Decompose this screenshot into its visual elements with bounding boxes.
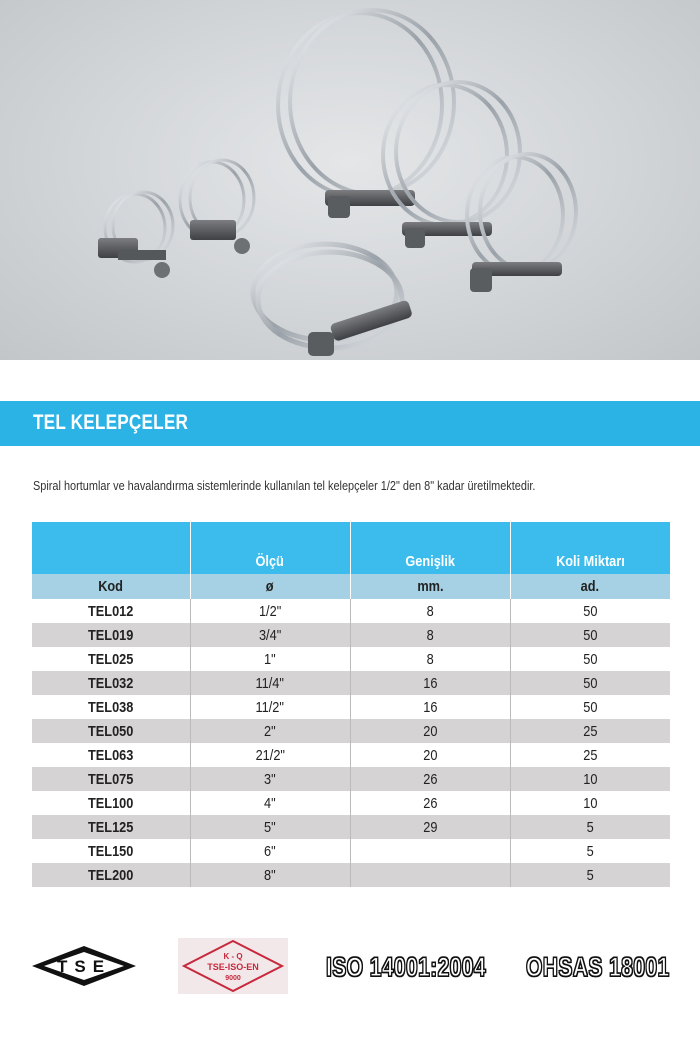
header-box-qty: Koli Miktarı	[510, 522, 670, 574]
subheader-mm: mm.	[350, 574, 510, 599]
cell-width: 26	[350, 767, 510, 791]
cell-box-qty: 50	[510, 695, 670, 719]
table-row	[32, 815, 670, 839]
cell-size: 1"	[190, 647, 350, 671]
table-row	[32, 647, 670, 671]
cell-width: 20	[350, 719, 510, 743]
table-header-top	[32, 522, 670, 574]
cell-size: 11/4"	[190, 671, 350, 695]
cell-size: 4"	[190, 791, 350, 815]
clamp-small-2	[180, 160, 254, 254]
cell-size: 6"	[190, 839, 350, 863]
table-row	[32, 863, 670, 887]
clamp-large	[278, 10, 454, 218]
cell-code: TEL019	[32, 623, 190, 647]
svg-text:TSE: TSE	[56, 957, 112, 976]
section-title: TEL KELEPÇELER	[33, 411, 189, 434]
spec-table	[32, 522, 670, 887]
table-row	[32, 719, 670, 743]
cell-size: 3/4"	[190, 623, 350, 647]
subheader-pieces: ad.	[510, 574, 670, 599]
cell-size: 3"	[190, 767, 350, 791]
cell-width: 8	[350, 599, 510, 623]
cell-width: 16	[350, 695, 510, 719]
table-row	[32, 623, 670, 647]
cell-code: TEL100	[32, 791, 190, 815]
cell-box-qty: 5	[510, 815, 670, 839]
cell-code: TEL125	[32, 815, 190, 839]
cell-box-qty: 50	[510, 623, 670, 647]
cell-width: 26	[350, 791, 510, 815]
cell-box-qty: 5	[510, 839, 670, 863]
hero-image	[0, 0, 700, 360]
cell-box-qty: 50	[510, 671, 670, 695]
cell-size: 8"	[190, 863, 350, 887]
cell-code: TEL075	[32, 767, 190, 791]
cell-width	[350, 839, 510, 863]
cell-size: 1/2"	[190, 599, 350, 623]
table-row	[32, 599, 670, 623]
svg-text:TSE-ISO-EN: TSE-ISO-EN	[207, 962, 259, 972]
cell-code: TEL012	[32, 599, 190, 623]
cell-size: 21/2"	[190, 743, 350, 767]
cell-size: 11/2"	[190, 695, 350, 719]
table-row	[32, 695, 670, 719]
cell-code: TEL050	[32, 719, 190, 743]
cell-size: 5"	[190, 815, 350, 839]
svg-text:K - Q: K - Q	[223, 952, 243, 961]
cell-box-qty: 25	[510, 719, 670, 743]
subheader-code: Kod	[32, 574, 190, 599]
cell-width: 20	[350, 743, 510, 767]
ohsas-18001-label: OHSAS 18001	[526, 952, 670, 982]
cell-width: 29	[350, 815, 510, 839]
clamp-small-1	[98, 192, 173, 278]
cell-code: TEL038	[32, 695, 190, 719]
cell-width	[350, 863, 510, 887]
subheader-diameter: ø	[190, 574, 350, 599]
table-row	[32, 791, 670, 815]
cell-size: 2"	[190, 719, 350, 743]
cell-box-qty: 50	[510, 647, 670, 671]
cell-code: TEL025	[32, 647, 190, 671]
cell-code: TEL063	[32, 743, 190, 767]
cell-box-qty: 50	[510, 599, 670, 623]
product-description: Spiral hortumlar ve havalandırma sistemlerinde kullanılan tel kelepçeler 1/2" den 8" kadar üretilmektedir.	[33, 478, 536, 493]
table-header-sub	[32, 574, 670, 599]
cell-width: 8	[350, 623, 510, 647]
kq-logo	[178, 938, 288, 994]
cell-box-qty: 25	[510, 743, 670, 767]
table-row	[32, 671, 670, 695]
cell-box-qty: 10	[510, 791, 670, 815]
hose-clamps-illustration	[0, 0, 700, 360]
section-title-bar	[0, 401, 700, 446]
header-width: Genişlik	[350, 522, 510, 574]
cell-code: TEL150	[32, 839, 190, 863]
cell-box-qty: 10	[510, 767, 670, 791]
cell-code: TEL200	[32, 863, 190, 887]
svg-text:9000: 9000	[225, 975, 241, 982]
tse-logo	[30, 944, 138, 993]
header-size: Ölçü	[190, 522, 350, 574]
clamp-front	[253, 244, 413, 356]
iso-14001-label: ISO 14001:2004	[326, 952, 487, 982]
cell-code: TEL032	[32, 671, 190, 695]
cell-box-qty: 5	[510, 863, 670, 887]
header-blank	[32, 522, 190, 574]
cell-width: 8	[350, 647, 510, 671]
table-row	[32, 743, 670, 767]
cell-width: 16	[350, 671, 510, 695]
table-row	[32, 767, 670, 791]
certification-footer	[0, 930, 700, 1000]
table-row	[32, 839, 670, 863]
